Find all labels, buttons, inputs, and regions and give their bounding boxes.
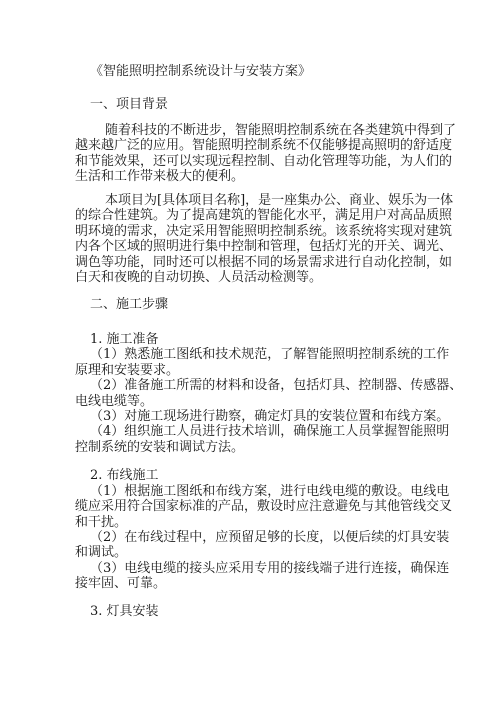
list-item-line: （4）组织施工人员进行技术培训，确保施工人员掌握智能照明 — [90, 424, 450, 439]
list-item-line: （3）对施工现场进行勘察，确定灯具的安装位置和布线方案。 — [90, 409, 450, 424]
subsection-title: 2. 布线施工 — [90, 468, 159, 483]
section-heading: 二、施工步骤 — [90, 297, 169, 312]
paragraph-line: 和节能效果，还可以实现远程控制、自动化管理等功能，为人们的 — [75, 154, 453, 169]
list-item-line: （2）在布线过程中，应预留足够的长度，以便后续的灯具安装 — [90, 530, 450, 545]
paragraph-line: 的综合性建筑。为了提高建筑的智能化水平，满足用户对高品质照 — [75, 208, 453, 223]
list-item-line: （1）熟悉施工图纸和技术规范，了解智能照明控制系统的工作 — [90, 347, 450, 362]
subsection-title: 3. 灯具安装 — [90, 604, 159, 619]
paragraph-line: 随着科技的不断进步，智能照明控制系统在各类建筑中得到了 — [105, 123, 457, 138]
paragraph-line: 越来越广泛的应用。智能照明控制系统不仅能够提高照明的舒适度 — [75, 138, 453, 153]
paragraph-line: 内各个区域的照明进行集中控制和管理，包括灯光的开关、调光、 — [75, 239, 453, 254]
list-item-line: 和调试。 — [75, 545, 128, 560]
list-item-line: 控制系统的安装和调试方法。 — [75, 440, 245, 455]
list-item-line: （2）准备施工所需的材料和设备，包括灯具、控制器、传感器、 — [90, 378, 463, 393]
list-item-line: 接牢固、可靠。 — [75, 576, 167, 591]
document-title: 《智能照明控制系统设计与安装方案》 — [90, 64, 312, 79]
list-item-line: （1）根据施工图纸和布线方案，进行电线电缆的敷设。电线电 — [90, 484, 450, 499]
paragraph-line: 白天和夜晚的自动切换、人员活动检测等。 — [75, 270, 323, 285]
list-item-line: 电线电缆等。 — [75, 394, 154, 409]
subsection-title: 1. 施工准备 — [90, 332, 159, 347]
section-heading: 一、项目背景 — [90, 97, 169, 112]
paragraph-line: 调色等功能，同时还可以根据不同的场景需求进行自动化控制，如 — [75, 255, 453, 270]
list-item-line: 和干扰。 — [75, 515, 128, 530]
paragraph-line: 本项目为[具体项目名称]，是一座集办公、商业、娱乐为一体 — [105, 193, 454, 208]
paragraph-line: 生活和工作带来极大的便利。 — [75, 169, 245, 184]
paragraph-line: 明环境的需求，决定采用智能照明控制系统。该系统将实现对建筑 — [75, 224, 453, 239]
list-item-line: 原理和安装要求。 — [75, 363, 180, 378]
list-item-line: （3）电线电缆的接头应采用专用的接线端子进行连接，确保连 — [90, 561, 450, 576]
list-item-line: 缆应采用符合国家标准的产品，敷设时应注意避免与其他管线交叉 — [75, 499, 453, 514]
